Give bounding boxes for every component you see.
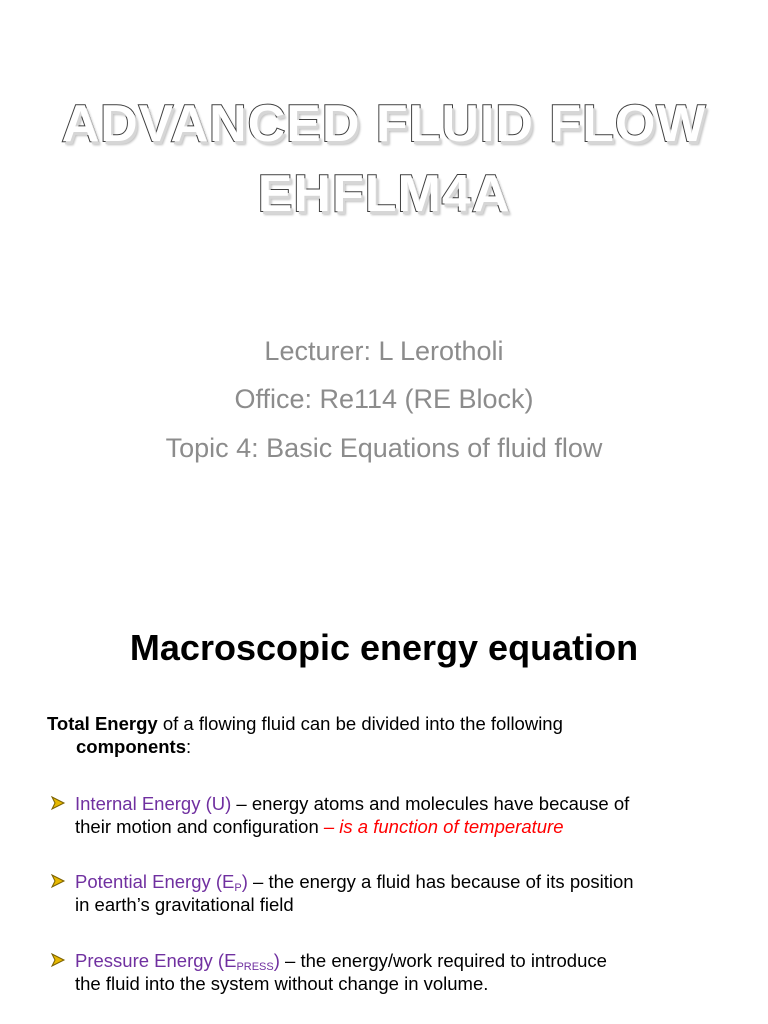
bullet-pressure-energy <box>50 949 740 995</box>
term-pressure-energy <box>75 950 280 971</box>
bullet-line-2 <box>50 815 740 838</box>
term-internal-energy: Internal Energy (U) <box>75 793 232 814</box>
term-text: Pressure Energy (E <box>75 950 237 971</box>
intro-bold-total-energy: Total Energy <box>47 713 158 734</box>
lecturer-line: Lecturer: L Lerotholi <box>264 336 504 366</box>
office-line: Office: Re114 (RE Block) <box>234 384 534 414</box>
topic-line: Topic 4: Basic Equations of fluid flow <box>165 433 603 463</box>
intro-bold-components: components <box>76 736 186 757</box>
intro-paragraph <box>47 712 737 758</box>
bullet-text: – energy atoms and molecules have because of <box>231 793 630 814</box>
intro-text: of a flowing fluid can be divided into the following <box>157 713 563 734</box>
arrow-bullet-icon <box>50 873 66 889</box>
temperature-note: – is a function of temperature <box>323 816 564 837</box>
bullet-potential-energy <box>50 870 740 916</box>
bullet-line-1 <box>50 870 740 893</box>
intro-colon: : <box>185 736 192 757</box>
arrow-bullet-icon <box>50 952 66 968</box>
bullet-line-2: in earth’s gravitational field <box>75 894 294 915</box>
bullet-text: – the energy a fluid has because of its position <box>247 871 634 892</box>
intro-continuation <box>47 735 737 758</box>
bullet-line-2: the fluid into the system without change in volume. <box>75 973 489 994</box>
content-slide <box>0 560 768 1024</box>
bullet-line-1 <box>50 792 740 815</box>
bullet-text: – the energy/work required to introduce <box>279 950 607 971</box>
slide-heading: Macroscopic energy equation <box>129 627 639 668</box>
term-potential-energy <box>75 871 248 892</box>
term-subscript: PRESS <box>236 961 274 973</box>
bullet-internal-energy <box>50 792 740 838</box>
term-close: ) <box>241 871 248 892</box>
slide-title-line-1: ADVANCED FLUID FLOW <box>61 95 707 153</box>
term-text: Potential Energy (E <box>75 871 235 892</box>
term-subscript: P <box>234 882 242 894</box>
bullet-line-1 <box>50 949 740 972</box>
bullet-text-cont: their motion and configuration <box>75 816 324 837</box>
term-close: ) <box>273 950 280 971</box>
slide-title-line-2: EHFLM4A <box>257 165 511 223</box>
arrow-bullet-icon <box>50 795 66 811</box>
